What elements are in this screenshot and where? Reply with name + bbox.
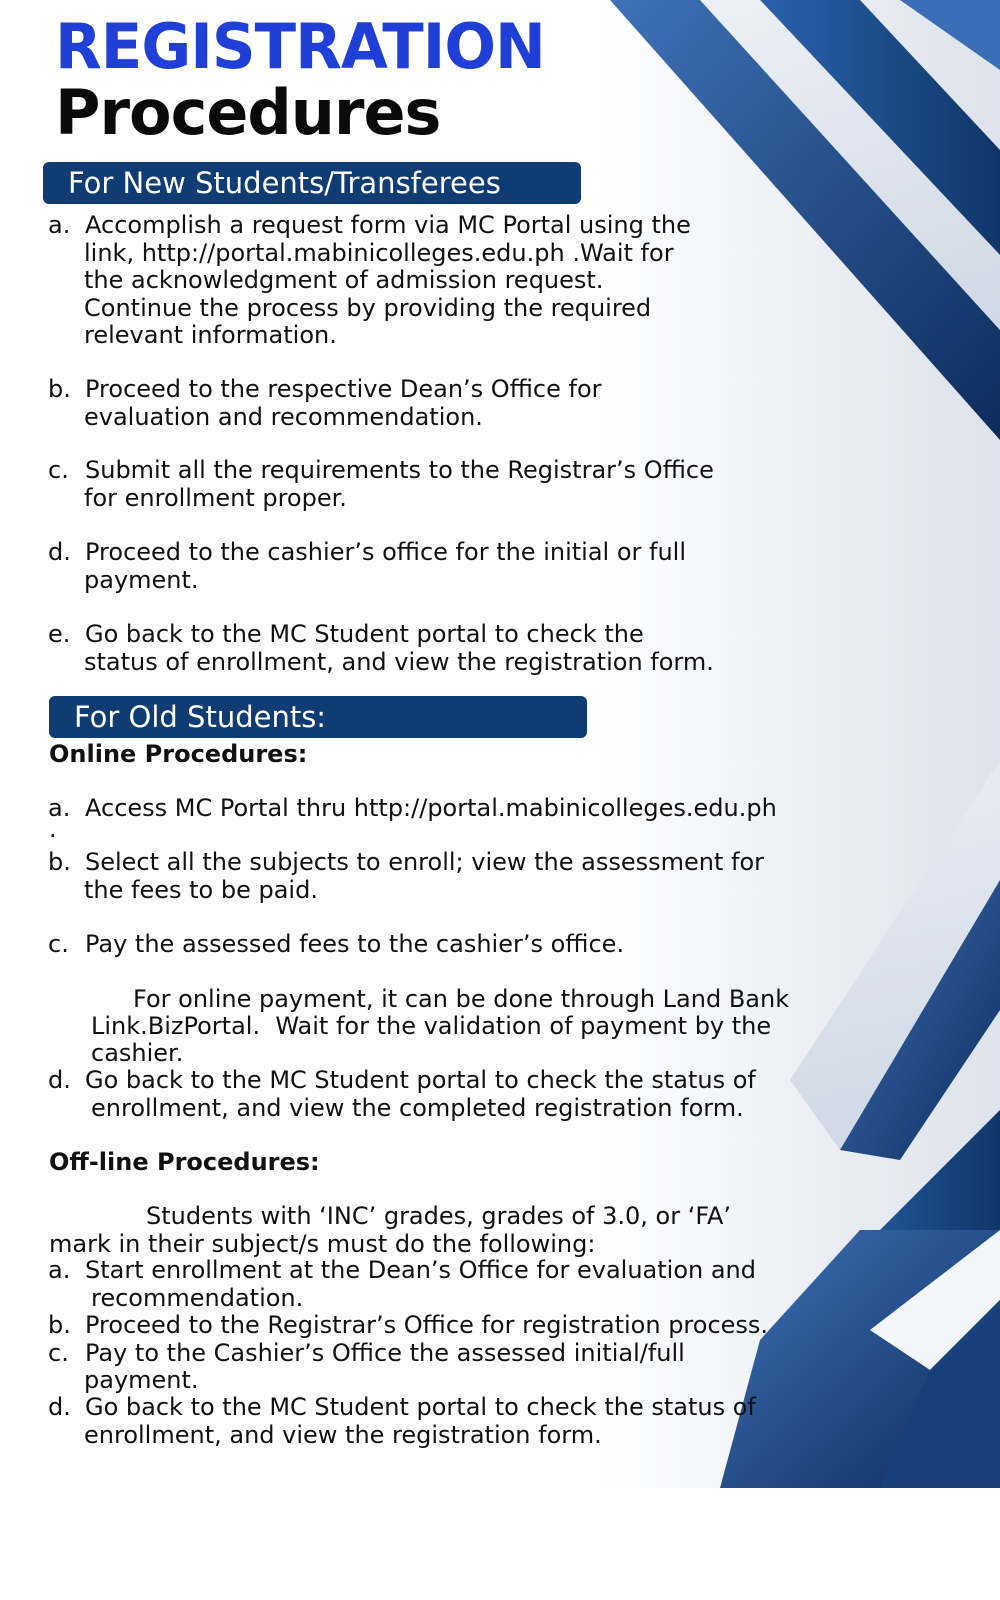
list-item-text: Submit all the requirements to the Registrar’s Office [85,456,714,484]
list-item-text: Proceed to the cashier’s office for the initial or full [85,538,687,566]
online-procedures-heading: Online Procedures: [49,740,308,768]
section-header-new-students: For New Students/Transferees [43,162,581,204]
list-item-text: Go back to the MC Student portal to check the status of [85,1066,756,1094]
list-item-text: the acknowledgment of admission request. [84,266,604,294]
list-marker: c. [48,456,69,484]
list-item-text: payment. [84,565,199,594]
list-marker: d. [48,1393,71,1421]
stray-period: . [49,815,57,843]
section-header-old-students: For Old Students: [49,696,587,738]
list-item-text: Proceed to the respective Dean’s Office for [85,375,602,403]
list-marker: d. [48,538,71,566]
offline-intro: mark in their subject/s must do the following: [49,1229,596,1258]
list-item-text: Go back to the MC Student portal to check the [85,620,644,648]
online-payment-note: cashier. [91,1039,184,1067]
list-item-text: recommendation. [91,1283,304,1312]
list-item-text: for enrollment proper. [84,483,347,512]
list-item-text: Access MC Portal thru http://portal.mabinicolleges.edu.ph [85,794,777,822]
list-item-text: evaluation and recommendation. [84,402,483,431]
list-marker: c. [48,1339,69,1367]
list-item-text: enrollment, and view the completed registration form. [91,1093,744,1122]
list-item-text: Continue the process by providing the required [84,293,652,322]
list-marker: a. [48,1256,71,1284]
list-item-text: Select all the subjects to enroll; view the assessment for [85,848,765,876]
page-title-procedures: Procedures [55,76,441,149]
list-item-text: payment. [84,1366,199,1394]
list-item-text: Pay the assessed fees to the cashier’s office. [85,930,625,958]
online-payment-note: For online payment, it can be done through Land Bank [133,985,790,1013]
list-item-text: enrollment, and view the registration form. [84,1420,602,1449]
list-item-text: Pay to the Cashier’s Office the assessed initial/full [85,1339,685,1367]
online-payment-note: Link.BizPortal. Wait for the validation of payment by the [91,1012,772,1040]
list-marker: b. [48,375,71,403]
list-item-text: Go back to the MC Student portal to check the status of [85,1393,756,1421]
list-marker: e. [48,620,71,648]
list-item-text: relevant information. [84,321,337,349]
page-title-registration: REGISTRATION [55,10,545,83]
offline-procedures-heading: Off-line Procedures: [49,1148,320,1176]
list-item-text: link, http://portal.mabinicolleges.edu.ph .Wait for [84,238,674,267]
list-item-text: Start enrollment at the Dean’s Office for evaluation and [85,1256,757,1284]
list-marker: b. [48,848,71,876]
list-marker: c. [48,930,69,958]
list-marker: d. [48,1066,71,1094]
list-item-text: the fees to be paid. [84,875,318,904]
list-marker: b. [48,1311,71,1339]
list-marker: a. [48,794,71,822]
list-marker: a. [48,211,71,239]
list-item-text: Proceed to the Registrar’s Office for registration process. [85,1311,769,1339]
offline-intro: Students with ‘INC’ grades, grades of 3.0, or ‘FA’ [146,1202,731,1230]
list-item-text: Accomplish a request form via MC Portal using the [85,211,691,239]
list-item-text: status of enrollment, and view the registration form. [84,647,714,676]
